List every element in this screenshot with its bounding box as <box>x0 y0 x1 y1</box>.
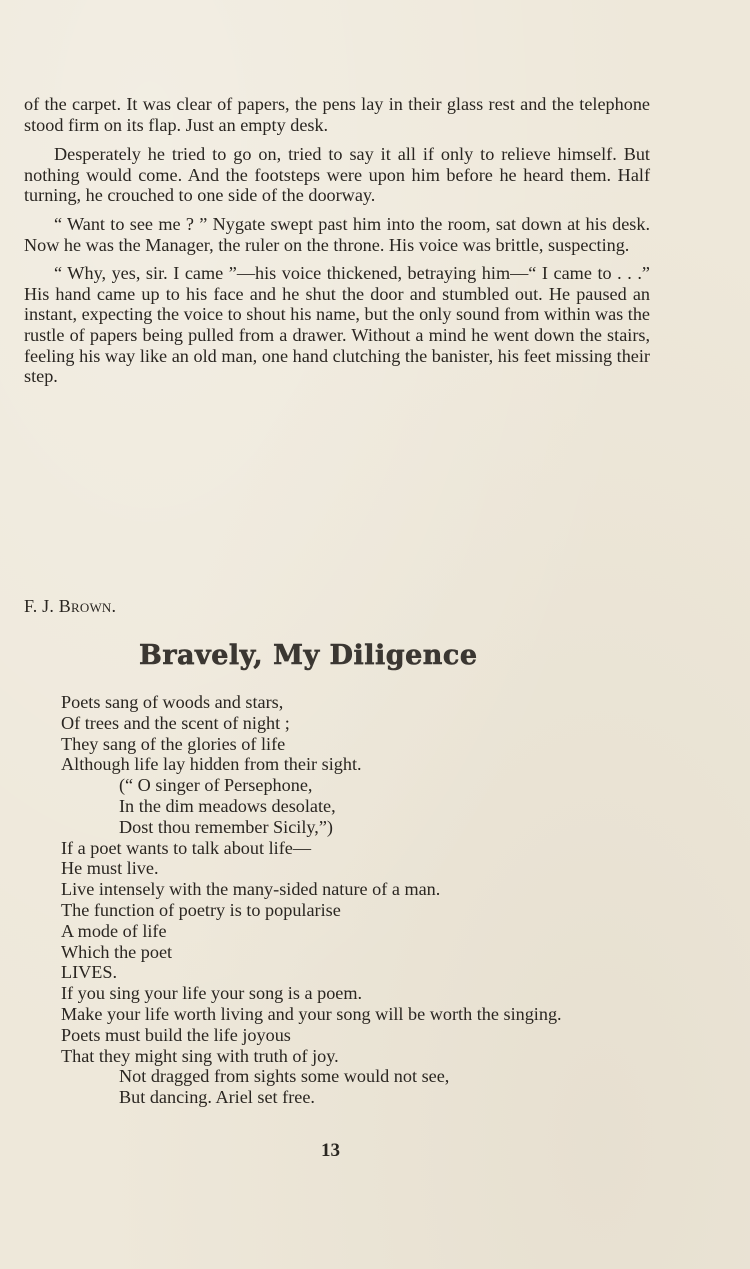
story-ending <box>24 94 650 395</box>
poem-line: (“ O singer of Persephone, <box>119 775 313 796</box>
author-surname: Brown. <box>58 596 117 616</box>
poem-line: Dost thou remember Sicily,”) <box>119 816 333 837</box>
poem-line: He must live. <box>61 858 159 879</box>
poem-line: Make your life worth living and your song will be worth the singing. <box>61 1003 562 1024</box>
poem-line: Poets sang of woods and stars, <box>61 692 284 712</box>
poem-line: Although life lay hidden from their sight. <box>61 754 362 775</box>
poem-line: They sang of the glories of life <box>61 733 286 754</box>
paragraph: “ Why, yes, sir. I came ”—his voice thickened, betraying him—“ I came to . . .” His hand came up to his face and he shut the door and stumbled out. He paused an instant, expecting the voice to shout his name, but the only sound from within was the rustle of papers being pulled from a drawer. Without a mind he went down the stairs, feeling his way like an old man, one hand clutching the banister, his feet missing their step. <box>24 263 650 387</box>
poem-body <box>61 692 701 1108</box>
author-byline <box>24 596 116 617</box>
poem-line: That they might sing with truth of joy. <box>61 1045 339 1066</box>
page-number: 13 <box>321 1140 340 1161</box>
poem-line: The function of poetry is to popularise <box>61 899 341 920</box>
poem-line: If you sing your life your song is a poem. <box>61 983 363 1004</box>
paragraph: of the carpet. It was clear of papers, the pens lay in their glass rest and the telephone stood firm on its flap. Just an empty desk. <box>24 94 650 135</box>
author-initials: F. J. <box>24 596 59 616</box>
poem-title: Bravely, My Diligence <box>139 640 478 671</box>
poem-line: If a poet wants to talk about life— <box>61 837 312 858</box>
paragraph: “ Want to see me ? ” Nygate swept past him into the room, sat down at his desk. Now he was the Manager, the ruler on the throne. His voice was brittle, suspecting. <box>24 213 650 255</box>
poem-line: LIVES. <box>61 962 118 983</box>
poem-line: A mode of life <box>61 920 167 941</box>
poem-line: In the dim meadows desolate, <box>119 795 336 816</box>
poem-line: But dancing. Ariel set free. <box>119 1087 315 1108</box>
poem-line: Live intensely with the many-sided nature of a man. <box>61 879 441 900</box>
poem-line: Poets must build the life joyous <box>61 1024 291 1045</box>
poem-line: Which the poet <box>61 941 173 962</box>
poem-line: Not dragged from sights some would not see, <box>119 1066 450 1087</box>
poem-line: Of trees and the scent of night ; <box>61 712 290 733</box>
paragraph: Desperately he tried to go on, tried to say it all if only to relieve himself. But nothing would come. And the footsteps were upon him before he heard them. Half turning, he crouched to one side of the doorway. <box>24 144 650 206</box>
